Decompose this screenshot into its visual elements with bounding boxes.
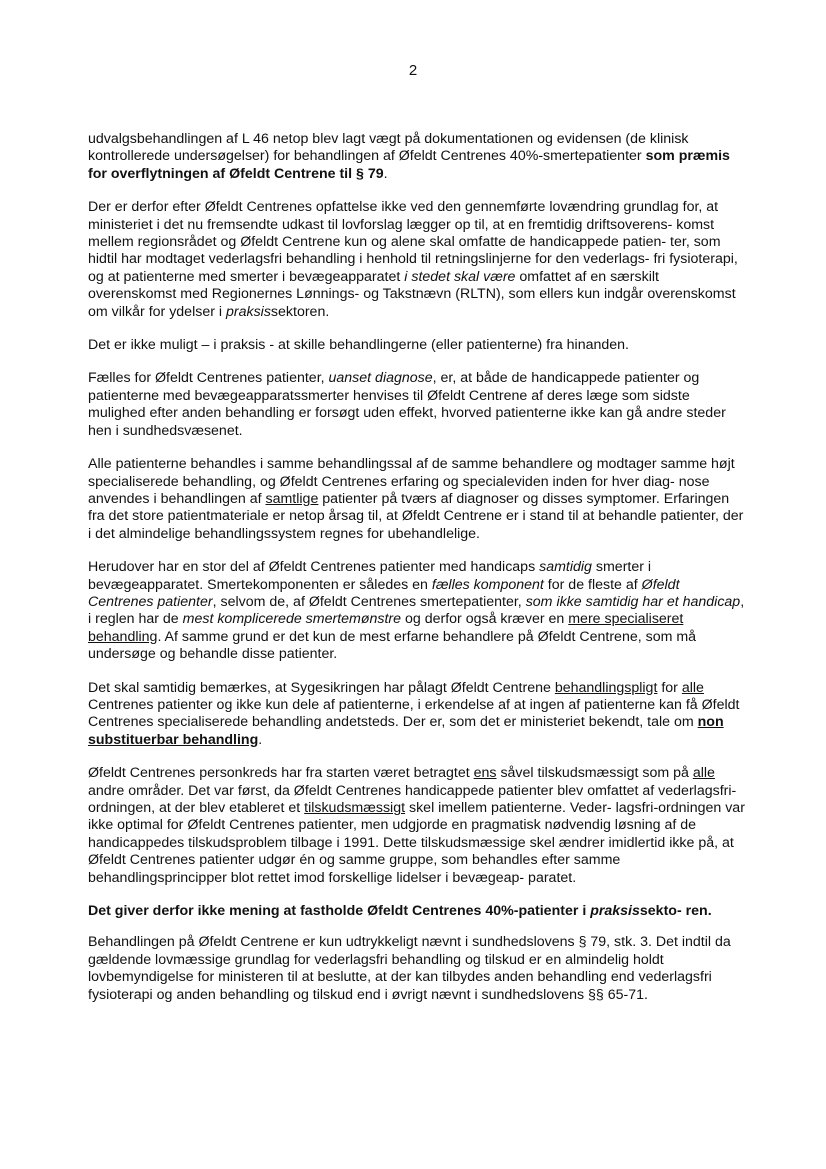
- text-segment: såvel tilskudsmæssigt som på: [496, 765, 693, 782]
- paragraph: [88, 337, 748, 354]
- paragraph: [88, 199, 748, 321]
- text-segment-italic: fælles komponent: [431, 576, 544, 593]
- text-segment: Herudover har en stor del af Øfeldt Centrenes patienter med handicaps: [88, 559, 540, 576]
- paragraph: [88, 131, 748, 183]
- text-segment-italic: som ikke samtidig har et handicap: [525, 593, 741, 610]
- text-segment-bold: som præmis for overflytningen af Øfeldt Centrene til § 79: [88, 148, 730, 182]
- text-segment: Øfeldt Centrenes personkreds har fra starten været betragtet: [88, 765, 474, 782]
- text-segment-italic: praksis: [590, 903, 640, 920]
- text-segment: Alle patienterne behandles i samme behandlingssal af de samme behandlere og modtager samme højt specialiserede behandling, og Øfeldt Centrenes erfaring og specialeviden inden for hver diag- nose anvendes i behandlingen af: [88, 456, 735, 507]
- text-segment: Det skal samtidig bemærkes, at Sygesikringen har pålagt Øfeldt Centrene: [88, 679, 555, 696]
- text-segment-bold-italic: [590, 903, 640, 919]
- text-segment: udvalgsbehandlingen af L 46 netop blev lagt vægt på dokumentationen og evidensen (de klinisk kontrollerede undersøgelser) for behandlingen af Øfeldt Centrenes 40%-smertepatienter: [88, 131, 689, 165]
- text-segment-underline: behandlingspligt: [554, 679, 658, 696]
- paragraph: [88, 456, 748, 543]
- text-segment: for de fleste af: [543, 576, 642, 593]
- text-segment: Centrenes patienter og ikke kun dele af patienterne, i erkendelse af at ingen af patienterne kan få Øfeldt Centrenes specialiserede behandling andetsteds. Der er, som det er ministeriet bekendt, tale om: [88, 696, 740, 731]
- text-segment: for: [657, 679, 682, 696]
- text-segment-italic: i stedet skal være: [404, 268, 516, 285]
- text-segment: omfattet af en særskilt overenskomst med Regionernes Lønnings- og Takstnævn (RLTN), som ellers kun indgår overenskomst om vilkår for ydelser i: [88, 268, 736, 320]
- text-segment: patienter på tværs af diagnoser og disses symptomer. Erfaringen fra det store patientmateriale er netop årsag til, at Øfeldt Centrene er i stand til at behandle patienter, der i det almindelige behandlingssystem regnes for ubehandlelige.: [88, 490, 744, 542]
- text-segment: .: [383, 165, 388, 182]
- text-segment-italic: samtidig: [539, 559, 592, 576]
- text-segment-underline: alle: [692, 765, 715, 782]
- paragraph: [88, 765, 748, 887]
- page-number: 2: [408, 62, 418, 79]
- text-segment: , i reglen har de: [88, 593, 745, 628]
- text-segment-italic: Øfeldt Centrenes patienter: [88, 576, 680, 610]
- text-segment: Fælles for Øfeldt Centrenes patienter,: [88, 370, 329, 387]
- text-segment: , er, at både de handicappede patienter og patienterne med bevægeapparatssmerter henvises til Øfeldt Centrene af deres læge som sidste mulighed efter anden behandling er forsøgt uden effekt, hvorved patienterne ikke kan gå andre steder hen i sundhedsvæsenet.: [88, 370, 726, 439]
- text-segment-italic: mest komplicerede smertemønstre: [182, 611, 402, 628]
- text-segment-underline: non substituerbar behandling: [88, 714, 724, 748]
- text-segment: sektoren.: [270, 303, 330, 320]
- text-segment: Der er derfor efter Øfeldt Centrenes opfattelse ikke ved den gennemførte lovændring grundlag for, at ministeriet i det nu fremsendte udkast til lovforslag lægger op til, at en fremtidig driftsoverens- komst mellem regionsrådet og Øfeldt Centrene kun og alene skal omfatte de handicappede patien- ter, som hidtil har modtaget vederlagsfri behandling i henhold til retningslinjerne for den vederlags- fri fysioterapi, og at patienterne med smerter i bevægeapparatet: [88, 199, 738, 285]
- text-segment-underline: alle: [681, 679, 704, 696]
- paragraph: [88, 680, 748, 750]
- text-segment: og derfor også kræver en: [401, 611, 569, 628]
- text-segment: , selvom de, af Øfeldt Centrenes smertepatienter,: [212, 593, 526, 610]
- paragraph: [88, 934, 748, 1004]
- body-text: [88, 131, 748, 1020]
- text-segment-bold: sekto- ren.: [639, 903, 712, 920]
- text-segment-italic: uanset diagnose: [328, 370, 433, 387]
- text-segment: .: [258, 731, 263, 748]
- text-segment-underline: samtlige: [265, 490, 319, 507]
- text-segment-underline: tilskudsmæssigt: [304, 800, 406, 816]
- text-segment-underline: mere specialiseret behandling: [88, 611, 684, 645]
- text-segment: skel imellem patienterne. Veder- lagsfri-ordningen var ikke optimal for Øfeldt Centrenes patienter, men udgjorde en pragmatisk nødvendig løsning af de handicappedes tilskudsproblem tilbage i 1991. Dette tilskudsmæssige skel ændrer imidlertid ikke på, at Øfeldt Centrenes patienter udgør én og samme gruppe, som behandles efter samme behandlingsprincipper blot rettet imod forskellige lidelser i bevægeap- paratet.: [88, 800, 745, 886]
- text-segment: . Af samme grund er det kun de mest erfarne behandlere på Øfeldt Centrene, som må undersøge og behandle disse patienter.: [88, 628, 697, 663]
- text-segment-bold: Det giver derfor ikke mening at fastholde Øfeldt Centrenes 40%-patienter i: [88, 903, 591, 920]
- text-segment-underline: ens: [473, 765, 497, 782]
- paragraph: [88, 370, 748, 440]
- text-segment: smerter i bevægeapparatet. Smertekomponenten er således en: [88, 559, 652, 593]
- text-segment-italic: praksis: [225, 303, 271, 320]
- text-segment: Behandlingen på Øfeldt Centrene er kun udtrykkeligt nævnt i sundhedslovens § 79, stk. 3. Det indtil da gældende lovmæssige grundlag for vederlagsfri behandling og tilskud er en almindelig holdt lovbemyndigelse for ministeren til at beslutte, at der kan tilbydes anden behandling end vederlagsfri fysioterapi og anden behandling og tilskud end i øvrigt nævnt i sundhedslovens §§ 65-71.: [88, 934, 731, 1003]
- paragraph: [88, 559, 748, 663]
- text-segment: andre områder. Det var først, da Øfeldt Centrenes handicappede patienter blev omfattet af vederlagsfri-ordningen, at der blev etableret et: [88, 782, 737, 816]
- text-segment: Det er ikke muligt – i praksis - at skille behandlingerne (eller patienterne) fra hinanden.: [88, 337, 629, 354]
- paragraph: [88, 903, 748, 920]
